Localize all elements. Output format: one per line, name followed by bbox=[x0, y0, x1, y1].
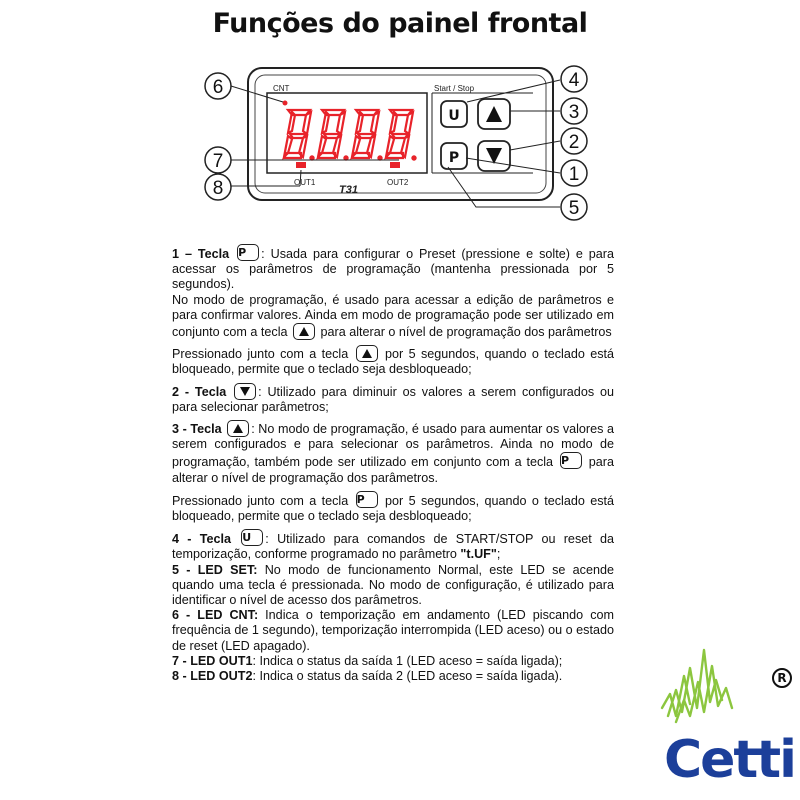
item-1-programming: No modo de programação, é usado para acessar a edição de parâmetros e para confirmar valores. Ainda em modo de programação pode ser utilizado em conjunto com a tecla para alterar o nível de programação dos parâmetros bbox=[172, 292, 614, 340]
callout-4 bbox=[561, 66, 587, 92]
page-title: Funções do painel frontal bbox=[212, 8, 588, 39]
up-key-icon bbox=[227, 420, 249, 437]
u-key-icon: U bbox=[241, 529, 263, 546]
p-key-icon: P bbox=[560, 452, 582, 469]
item-7: 7 - LED OUT1: Indica o status da saída 1 (LED aceso = saída ligada); bbox=[172, 653, 563, 668]
svg-text:5: 5 bbox=[568, 198, 580, 219]
svg-text:8: 8 bbox=[212, 178, 224, 199]
out2-led bbox=[390, 162, 400, 168]
callout-8 bbox=[205, 174, 231, 200]
out2-label: OUT2 bbox=[387, 178, 409, 187]
item-4: 4 - Tecla U : Utilizado para comandos de START/STOP ou reset da temporização, conforme programado no parâmetro "t.UF"; bbox=[172, 531, 615, 562]
callout-3 bbox=[561, 98, 587, 124]
callout-5 bbox=[561, 194, 587, 220]
key-p-label: P bbox=[448, 150, 460, 166]
svg-text:1: 1 bbox=[568, 164, 580, 185]
registered-mark: R bbox=[772, 668, 792, 688]
cnt-led bbox=[283, 101, 288, 106]
svg-text:6: 6 bbox=[212, 77, 224, 98]
callout-2 bbox=[561, 128, 587, 154]
key-down[interactable] bbox=[478, 141, 510, 171]
down-key-icon bbox=[234, 383, 256, 400]
svg-text:2: 2 bbox=[568, 132, 580, 153]
item-5: 5 - LED SET: No modo de funcionamento Normal, este LED se acende quando uma tecla é pressionada. No modo de configuração, é utilizado para identificar o nível de acesso dos parâmetros. bbox=[172, 562, 614, 608]
cnt-label: CNT bbox=[273, 84, 290, 93]
item-1-unlock: Pressionado junto com a tecla por 5 segundos, quando o teclado está bloqueado, permite que o teclado seja desbloqueado; bbox=[172, 347, 615, 377]
functions-description bbox=[172, 244, 614, 684]
item-3-unlock: Pressionado junto com a tecla P por 5 segundos, quando o teclado está bloqueado, permite que o teclado seja desbloqueado; bbox=[172, 492, 615, 524]
p-key-icon: P bbox=[356, 491, 378, 508]
out1-led bbox=[296, 162, 306, 168]
callout-7 bbox=[205, 147, 231, 173]
callout-6 bbox=[205, 73, 231, 99]
start-stop-label: Start / Stop bbox=[434, 84, 475, 93]
key-p[interactable] bbox=[441, 143, 467, 169]
model-label: T31 bbox=[339, 184, 358, 196]
out1-label: OUT1 bbox=[294, 178, 316, 187]
up-key-icon bbox=[293, 323, 315, 340]
svg-text:7: 7 bbox=[212, 151, 224, 172]
svg-text:4: 4 bbox=[568, 70, 580, 91]
item-3: 3 - Tecla : No modo de programação, é usado para aumentar os valores a serem configurados e para selecionar os parâmetros. Ainda no modo de programação, também pode ser utilizado em conjunto com a tecla P para alterar o nível de programação dos parâmetros. bbox=[172, 422, 615, 485]
key-up[interactable] bbox=[478, 99, 510, 129]
item-1: 1 – Tecla P : Usada para configurar o Preset (pressione e solte) e para acessar os parâmetros de programação (mantenha pressionada por 5 segundos). bbox=[172, 246, 615, 292]
callout-1 bbox=[561, 160, 587, 186]
p-key-icon: P bbox=[237, 244, 259, 261]
item-6: 6 - LED CNT: Indica o temporização em andamento (LED piscando com frequência de 1 segundo), temporização interrompida (LED aceso) ou o estado de reset (LED apagado). bbox=[172, 608, 614, 653]
up-key-icon bbox=[356, 345, 378, 362]
key-u-label: U bbox=[448, 108, 460, 124]
item-2: 2 - Tecla : Utilizado para diminuir os valores a serem configurados ou para selecionar parâmetros; bbox=[172, 384, 614, 414]
cetti-logo-text: Cetti bbox=[664, 730, 795, 790]
item-8: 8 - LED OUT2: Indica o status da saída 2 (LED aceso = saída ligada). bbox=[172, 669, 563, 684]
svg-text:3: 3 bbox=[568, 102, 580, 123]
key-u[interactable] bbox=[441, 101, 467, 127]
controller-panel-diagram bbox=[0, 55, 800, 230]
